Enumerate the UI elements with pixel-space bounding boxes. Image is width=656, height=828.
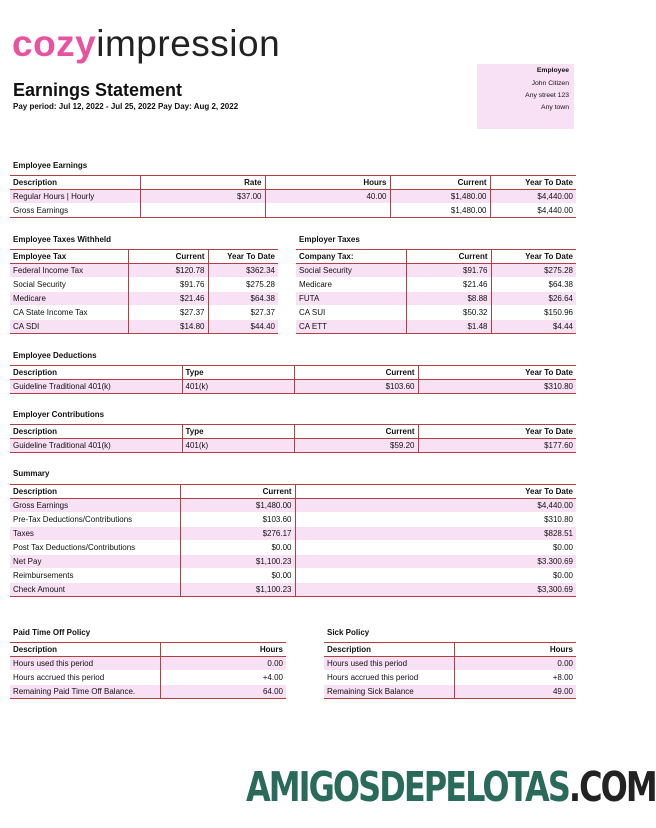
cell: $4,440.00 [490, 204, 576, 218]
cell: +4.00 [160, 671, 286, 685]
cell: $21.46 [128, 292, 208, 306]
watermark-tld: .COM [568, 763, 656, 811]
cell: Taxes [10, 527, 180, 541]
earnings-table [10, 175, 576, 218]
cell: Federal Income Tax [10, 264, 128, 278]
table-header-row [10, 425, 576, 439]
page-title: Earnings Statement [13, 80, 183, 100]
table-row [296, 292, 576, 306]
cell: $26.64 [491, 292, 576, 306]
cell: $276.17 [180, 527, 295, 541]
table-header-row [10, 485, 576, 499]
table-row [296, 320, 576, 334]
cell: $103.60 [180, 513, 295, 527]
cell: FUTA [296, 292, 406, 306]
cell: Pre-Tax Deductions/Contributions [13, 515, 133, 524]
table-row [10, 439, 576, 453]
employee-town: Any town [541, 104, 569, 111]
cell: CA SUI [299, 308, 326, 317]
table-row [10, 306, 278, 320]
cell: $177.60 [418, 439, 576, 453]
col-header: Description [13, 178, 58, 187]
table-row [10, 292, 278, 306]
cell: $1,100.23 [180, 583, 295, 597]
col-header: Current [406, 250, 491, 264]
col-header: Current [180, 485, 295, 499]
col-header: Description [13, 427, 58, 436]
cell: Remaining Paid Time Off Balance. [10, 685, 160, 699]
employee-info-box [477, 64, 574, 129]
table-row [10, 657, 286, 671]
cell: Net Pay [10, 555, 180, 569]
cell: $64.38 [208, 292, 278, 306]
table-row [324, 671, 576, 685]
employer-taxes-title: Employer Taxes [299, 235, 360, 244]
pay-period: Pay period: Jul 12, 2022 - Jul 25, 2022 Pay Day: Aug 2, 2022 [13, 102, 239, 111]
cell: $120.78 [128, 264, 208, 278]
cell: $1,480.00 [390, 190, 490, 204]
cell: $1.48 [406, 320, 491, 334]
cell: 401(k) [182, 439, 294, 453]
col-header: Rate [140, 176, 265, 190]
col-header: Employee Tax [13, 252, 67, 261]
table-row [10, 555, 576, 569]
col-header: Hours [265, 176, 390, 190]
watermark [246, 763, 656, 811]
table-row [296, 278, 576, 292]
cell: $4,440.00 [490, 190, 576, 204]
employee-heading: Employee [536, 67, 569, 74]
cell: $275.28 [208, 278, 278, 292]
sick-title: Sick Policy [327, 628, 370, 637]
cell: 0.00 [160, 657, 286, 671]
table-row [296, 264, 576, 278]
table-row [10, 380, 576, 394]
table-header-row [10, 176, 576, 190]
cell: Gross Earnings [10, 499, 180, 513]
pto-table [10, 642, 286, 699]
summary-table [10, 484, 576, 597]
cell: $64.38 [491, 278, 576, 292]
table-row [10, 685, 286, 699]
earnings-title: Employee Earnings [13, 161, 88, 170]
cell: $21.46 [406, 278, 491, 292]
cell: $103.60 [294, 380, 418, 394]
cell: Social Security [296, 264, 406, 278]
employer-taxes-table [296, 249, 576, 334]
col-header: Hours [454, 643, 576, 657]
table-row [10, 264, 278, 278]
col-header: Year To Date [418, 425, 576, 439]
cell: Hours used this period [10, 657, 160, 671]
summary-title: Summary [13, 469, 50, 478]
employee-taxes-table [10, 249, 278, 334]
logo-part-cozy: cozy [12, 23, 97, 64]
cell: CA ETT [296, 320, 406, 334]
col-header: Description [13, 368, 58, 377]
col-header: Description [13, 487, 58, 496]
table-row [296, 306, 576, 320]
cell: $14.80 [128, 320, 208, 334]
deductions-table [10, 365, 576, 394]
col-header: Current [390, 176, 490, 190]
cell: $362.34 [208, 264, 278, 278]
cell: $0.00 [180, 569, 295, 583]
cell: Hours accrued this period [327, 673, 419, 682]
cell: $50.32 [406, 306, 491, 320]
cell: $0.00 [295, 569, 576, 583]
cell: $275.28 [491, 264, 576, 278]
col-header: Type [182, 366, 294, 380]
cell: Reimbursements [13, 571, 74, 580]
cell [140, 204, 265, 218]
logo-part-impression: impression [96, 23, 281, 64]
table-row [10, 320, 278, 334]
table-row [10, 278, 278, 292]
cell: Post Tax Deductions/Contributions [13, 543, 136, 552]
table-row [10, 499, 576, 513]
col-header: Current [294, 425, 418, 439]
cell: $828.51 [295, 527, 576, 541]
contributions-title: Employer Contributions [13, 410, 105, 419]
cell: Social Security [13, 280, 66, 289]
col-header: Year To Date [491, 250, 576, 264]
cell: $59.20 [294, 439, 418, 453]
deductions-title: Employee Deductions [13, 351, 97, 360]
col-header: Hours [160, 643, 286, 657]
col-header: Year To Date [295, 485, 576, 499]
cell: $4.44 [491, 320, 576, 334]
cell: $1,480.00 [390, 204, 490, 218]
table-row [10, 671, 286, 685]
pto-title: Paid Time Off Policy [13, 628, 91, 637]
cell: CA State Income Tax [13, 308, 88, 317]
table-row [10, 204, 576, 218]
col-header: Company Tax: [299, 252, 354, 261]
cell: Remaining Sick Balance [324, 685, 454, 699]
table-header-row [10, 366, 576, 380]
cell: $1,480.00 [180, 499, 295, 513]
table-header-row [10, 643, 286, 657]
table-header-row [324, 643, 576, 657]
table-row [324, 685, 576, 699]
cell: 64.00 [160, 685, 286, 699]
cell: $150.96 [491, 306, 576, 320]
cell: $27.37 [208, 306, 278, 320]
cell: CA SDI [10, 320, 128, 334]
table-row [10, 583, 576, 597]
employee-name: John Citizen [531, 80, 569, 87]
cell: $37.00 [140, 190, 265, 204]
cell: +8.00 [454, 671, 576, 685]
cell: 49.00 [454, 685, 576, 699]
cell: $91.76 [128, 278, 208, 292]
col-header: Type [182, 425, 294, 439]
col-header: Current [294, 366, 418, 380]
col-header: Year To Date [490, 176, 576, 190]
table-row [10, 527, 576, 541]
cell: Regular Hours | Hourly [10, 190, 140, 204]
cell: Guideline Traditional 401(k) [10, 380, 182, 394]
cell: $8.88 [406, 292, 491, 306]
cell [265, 204, 390, 218]
cell: Guideline Traditional 401(k) [10, 439, 182, 453]
cell: $44.40 [208, 320, 278, 334]
cell: $91.76 [406, 264, 491, 278]
col-header: Year To Date [418, 366, 576, 380]
table-row [10, 513, 576, 527]
cell: 0.00 [454, 657, 576, 671]
col-header: Current [128, 250, 208, 264]
cell: $1,100.23 [180, 555, 295, 569]
cell: $310.80 [418, 380, 576, 394]
table-row [324, 657, 576, 671]
cell: Hours used this period [324, 657, 454, 671]
cell: Medicare [299, 280, 332, 289]
cell: $3.300.69 [295, 555, 576, 569]
cell: Check Amount [10, 583, 180, 597]
watermark-main: AMIGOSDEPELOTAS [246, 763, 569, 811]
cell: $4,440.00 [295, 499, 576, 513]
table-row [10, 541, 576, 555]
col-header: Year To Date [208, 250, 278, 264]
employee-taxes-title: Employee Taxes Withheld [13, 235, 112, 244]
employee-street: Any street 123 [525, 92, 569, 99]
table-header-row [296, 250, 576, 264]
contributions-table [10, 424, 576, 453]
col-header: Description [13, 645, 58, 654]
cell: $0.00 [180, 541, 295, 555]
sick-table [324, 642, 576, 699]
cell: Hours accrued this period [13, 673, 105, 682]
col-header: Description [327, 645, 372, 654]
table-header-row [10, 250, 278, 264]
cell: 40.00 [265, 190, 390, 204]
cell: $3,300.69 [295, 583, 576, 597]
cell: $310.80 [295, 513, 576, 527]
cell: 401(k) [182, 380, 294, 394]
cell: $27.37 [128, 306, 208, 320]
brand-logo [12, 22, 280, 66]
cell: Gross Earnings [13, 206, 69, 215]
cell: $0.00 [295, 541, 576, 555]
cell: Medicare [10, 292, 128, 306]
table-row [10, 569, 576, 583]
table-row [10, 190, 576, 204]
